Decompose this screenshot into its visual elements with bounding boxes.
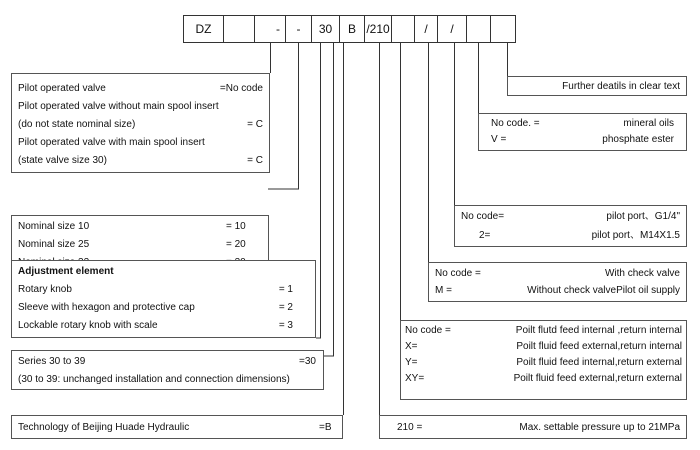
code-cell: - [285, 15, 312, 43]
valve-line2: Pilot operated valve without main spool insert [18, 101, 219, 112]
further-details-box [507, 76, 687, 96]
adjust-row-code: = 2 [278, 302, 293, 313]
further-details-text: Further deatils in clear text [562, 81, 680, 92]
adjust-row-label: Rotary knob [18, 284, 72, 295]
code-cell: 30 [311, 15, 340, 43]
code-cell: - [276, 22, 280, 36]
series-line1: Series 30 to 39 [18, 356, 86, 367]
series-line1-code: =30 [299, 356, 316, 367]
valve-line4: Pilot operated valve with main spool insert [18, 137, 205, 148]
code-cell: B [339, 15, 365, 43]
port-row2-value: pilot port、M14X1.5 [591, 230, 680, 241]
technology-code: =B [319, 422, 332, 433]
check-row1-value: With check valve [604, 268, 680, 279]
code-cell [223, 15, 255, 43]
code-cell [466, 15, 491, 43]
nominal-row-label: Nominal size 25 [18, 239, 90, 250]
seal-material-box [478, 113, 687, 151]
port-row1-label: No code= [461, 211, 505, 222]
adjustment-element-box [11, 260, 316, 338]
valve-line5: (state valve size 30) [18, 155, 107, 166]
check-row2-label: M = [435, 285, 452, 296]
check-valve-box [428, 262, 687, 302]
pressure-label: 210 = [397, 422, 423, 433]
valve-line5-code: = C [247, 155, 263, 166]
nominal-row-code: = 20 [226, 239, 246, 250]
code-cell [391, 15, 415, 43]
technology-box [11, 415, 343, 439]
nominal-row-code: = 10 [226, 221, 246, 232]
seal-row2-value: phosphate ester [602, 134, 674, 145]
adjustment-title: Adjustment element [18, 266, 114, 277]
valve-line1: Pilot operated valve [18, 83, 106, 94]
seal-row1-label: No code. = [491, 118, 540, 129]
valve-line3: (do not state nominal size) [18, 119, 136, 130]
pilot-feed-box [400, 320, 687, 400]
series-box [11, 350, 324, 390]
feed-row-value: Poilt flutd feed internal ,return internal [515, 325, 682, 336]
feed-row-label: XY= [405, 373, 425, 384]
adjust-row-code: = 3 [278, 320, 293, 331]
feed-row-label: X= [405, 341, 418, 352]
adjust-row-code: = 1 [278, 284, 293, 295]
port-row2-label: 2= [479, 230, 491, 241]
seal-row2-label: V = [491, 134, 507, 145]
valve-line1-code: =No code [219, 83, 263, 94]
valve-type-box [11, 73, 270, 173]
code-cell: DZ [183, 15, 224, 43]
valve-line3-code: = C [247, 119, 263, 130]
port-row1-value: pilot port、G1/4" [606, 211, 680, 222]
technology-label: Technology of Beijing Huade Hydraulic [18, 422, 190, 433]
pilot-port-box [454, 205, 687, 247]
feed-row-label: No code = [405, 325, 451, 336]
adjust-row-label: Lockable rotary knob with scale [18, 320, 158, 331]
code-cell: / [414, 15, 438, 43]
seal-row1-value: mineral oils [623, 118, 674, 129]
code-cell: /210 [364, 15, 392, 43]
nominal-row-label: Nominal size 10 [18, 221, 90, 232]
feed-row-value: Poilt fluid feed external,return internal [516, 341, 682, 352]
pressure-value: Max. settable pressure up to 21MPa [519, 422, 680, 433]
feed-row-label: Y= [405, 357, 418, 368]
feed-row-value: Poilt fluid feed internal,return external [516, 357, 682, 368]
code-cell [490, 15, 516, 43]
feed-row-value: Poilt fluid feed external,return external [513, 373, 682, 384]
adjust-row-label: Sleeve with hexagon and protective cap [18, 302, 195, 313]
pressure-box [379, 415, 687, 439]
check-row2-value: Without check valvePilot oil supply [527, 285, 680, 296]
series-line2: (30 to 39: unchanged installation and connection dimensions) [18, 374, 290, 385]
code-cell: / [437, 15, 467, 43]
check-row1-label: No code = [435, 268, 481, 279]
